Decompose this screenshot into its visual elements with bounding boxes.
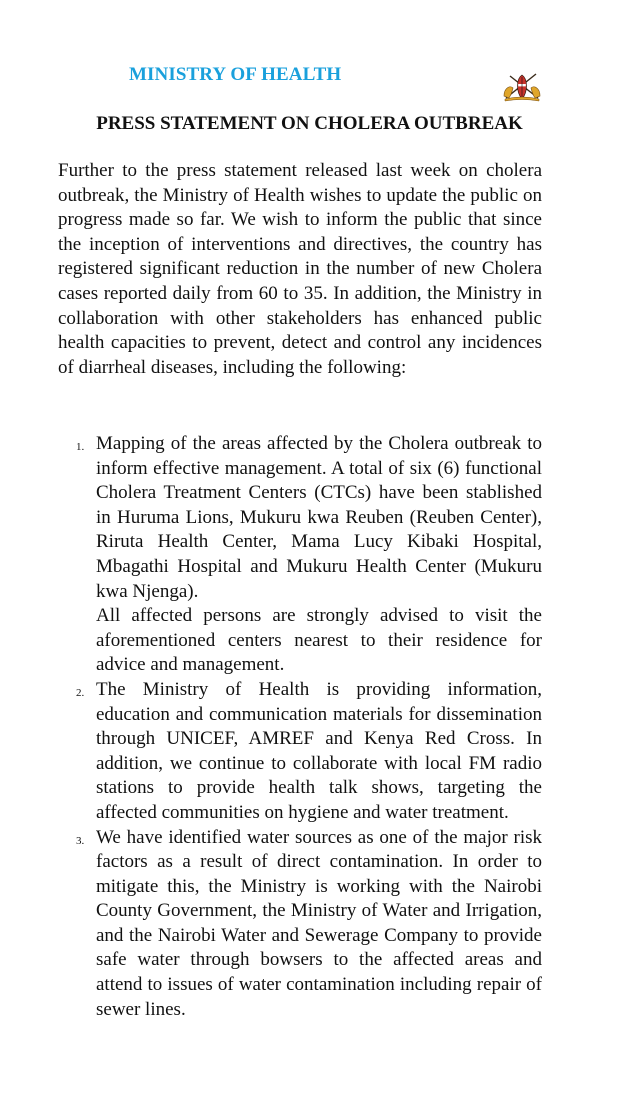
list-item-text: Mapping of the areas affected by the Cholera outbreak to inform effective management. A total of six (6) functional Cholera Treatment Centers (CTCs) have been stablished in Huruma Lions, Mukuru kwa Reuben (Reuben Center), Riruta Health Center, Mama Lucy Kibaki Hospital, Mbagathi Hospital and Mukuru Health Center (Mukuru kwa Njenga). <box>96 433 542 602</box>
list-item-text-continued: All affected persons are strongly advised to visit the aforementioned centers nearest to their residence for advice and management. <box>96 605 542 676</box>
measures-list <box>58 432 542 1022</box>
coat-of-arms-icon <box>500 68 544 102</box>
list-item <box>58 678 542 826</box>
list-item-number: 3. <box>76 834 85 847</box>
intro-paragraph: Further to the press statement released last week on cholera outbreak, the Ministry of Health wishes to update the public on progress made so far. We wish to inform the public that since the inception of interventions and directives, the country has registered significant reduction in the number of new Cholera cases reported daily from 60 to 35. In addition, the Ministry in collaboration with other stakeholders has enhanced public health capacities to prevent, detect and control any incidences of diarrheal diseases, including the following: <box>58 160 542 378</box>
list-item-text: The Ministry of Health is providing information, education and communication materials for dissemination through UNICEF, AMREF and Kenya Red Cross. In addition, we continue to collaborate with local FM radio stations to provide health talk shows, targeting the affected communities on hygiene and water treatment. <box>96 678 542 823</box>
list-item-number: 1. <box>76 441 85 453</box>
list-item <box>58 432 542 678</box>
list-item-number: 2. <box>76 686 85 699</box>
list-item-text: We have identified water sources as one of the major risk factors as a result of direct contamination. In order to mitigate this, the Ministry is working with the Nairobi County Government, the Ministry of Water and Irrigation, and the Nairobi Water and Sewerage Company to provide safe water through bowsers to the affected areas and attend to issues of water contamination including repair of sewer lines. <box>96 826 542 1020</box>
ministry-heading: MINISTRY OF HEALTH <box>129 64 342 85</box>
statement-title: PRESS STATEMENT ON CHOLERA OUTBREAK <box>96 113 523 134</box>
list-item <box>58 826 542 1023</box>
